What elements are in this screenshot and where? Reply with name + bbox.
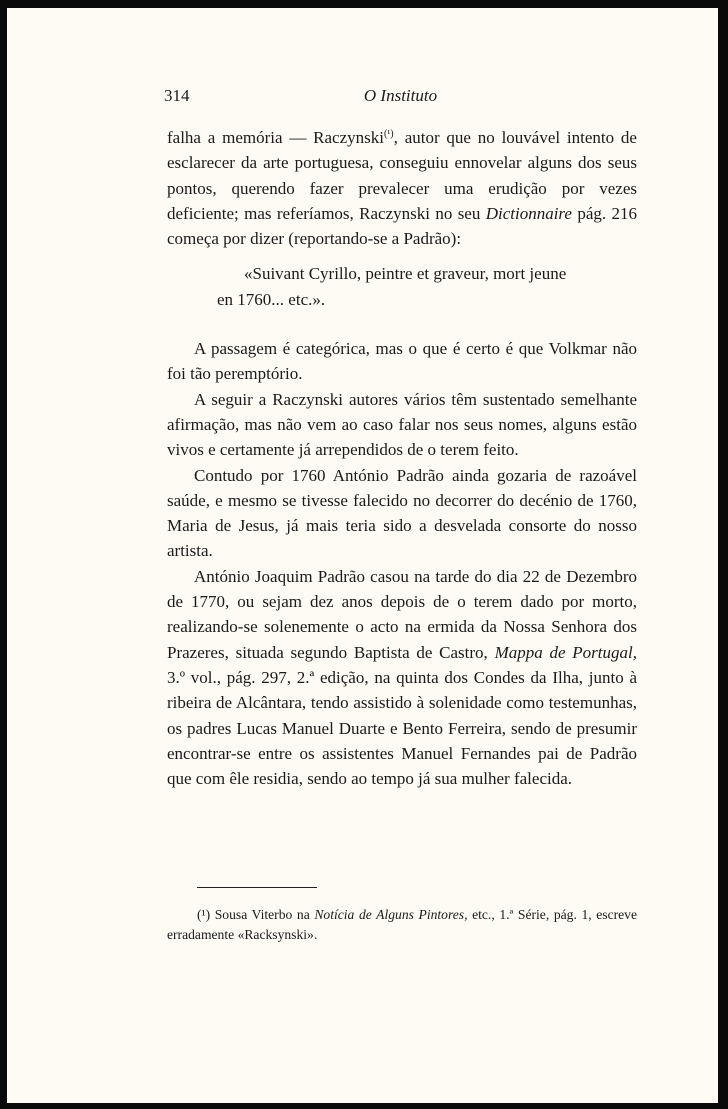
footnote-reference: (¹) xyxy=(383,128,394,140)
footnote-text-b: etc., 1.ª Série, pág. 1, escreve erradamente «Racksynski». xyxy=(167,907,637,942)
footnote-text-a: Sousa Viterbo na xyxy=(210,907,315,922)
paragraph-1-text-c: pág. 216 começa por dizer (reportando-se a Padrão): xyxy=(167,203,637,249)
paragraph-5-text-b: 3.º vol., pág. 297, 2.ª edição, na quinta dos Condes da Ilha, junto à ribeira de Alcântara, tendo assistido à solenidade como testemunhas, os padres Lucas Manuel Duarte e Bento Ferreira, sendo de presumir encontrar-se entre os assistentes Manuel Fernandes pai de Padrão que com êle residia, sendo ao tempo já sua mulher falecida. xyxy=(167,667,637,789)
paragraph-5 xyxy=(167,564,637,792)
page-body xyxy=(167,125,637,791)
page-header xyxy=(164,86,637,110)
paragraph-1-text-b: , autor que no louvável intento de esclarecer da arte portuguesa, conseguiu ennovelar alguns dos seus pontos, querendo fazer prevalecer uma erudição por vezes deficiente; mas referíamos, Raczynski no seu xyxy=(167,128,637,223)
quote-line-1: «Suivant Cyrillo, peintre et graveur, mort jeune xyxy=(244,264,567,284)
paragraph-1-italic-title: Dictionnaire xyxy=(485,203,572,223)
footnote-rule xyxy=(197,887,317,888)
paragraph-2: A passagem é categórica, mas o que é certo é que Volkmar não foi tão peremptório. xyxy=(167,339,637,384)
paragraph-5-italic-title: Mappa de Portugal, xyxy=(494,642,637,662)
page-number: 314 xyxy=(164,86,190,105)
paragraph-4: Contudo por 1760 António Padrão ainda gozaria de razoável saúde, e mesmo se tivesse falecido no decorrer do decénio de 1760, Maria de Jesus, já mais teria sido a desvelada consorte do nosso artista. xyxy=(167,465,637,561)
paragraph-1-text-a: falha a memória — Raczynski xyxy=(167,128,384,147)
paragraph-5-text-a: António Joaquim Padrão casou na tarde do dia 22 de Dezembro de 1770, ou sejam dez anos depois de o terem dado por morto, realizando-se solenemente o acto na ermida da Nossa Senhora dos Prazeres, situada segundo Baptista de Castro, xyxy=(167,566,637,662)
paragraph-3: A seguir a Raczynski autores vários têm sustentado semelhante afirmação, mas não vem ao caso falar nos seus nomes, alguns estão vivos e certamente já arrependidos de o terem feito. xyxy=(167,389,637,460)
block-quote xyxy=(167,261,637,312)
running-title: O Instituto xyxy=(363,86,438,105)
footnote-marker: (¹) xyxy=(197,907,211,922)
footnote xyxy=(167,905,637,945)
quote-line-2: en 1760... etc.». xyxy=(217,289,326,309)
footnote-italic-title: Notícia de Alguns Pintores, xyxy=(314,907,468,922)
paragraph-1 xyxy=(167,125,637,251)
